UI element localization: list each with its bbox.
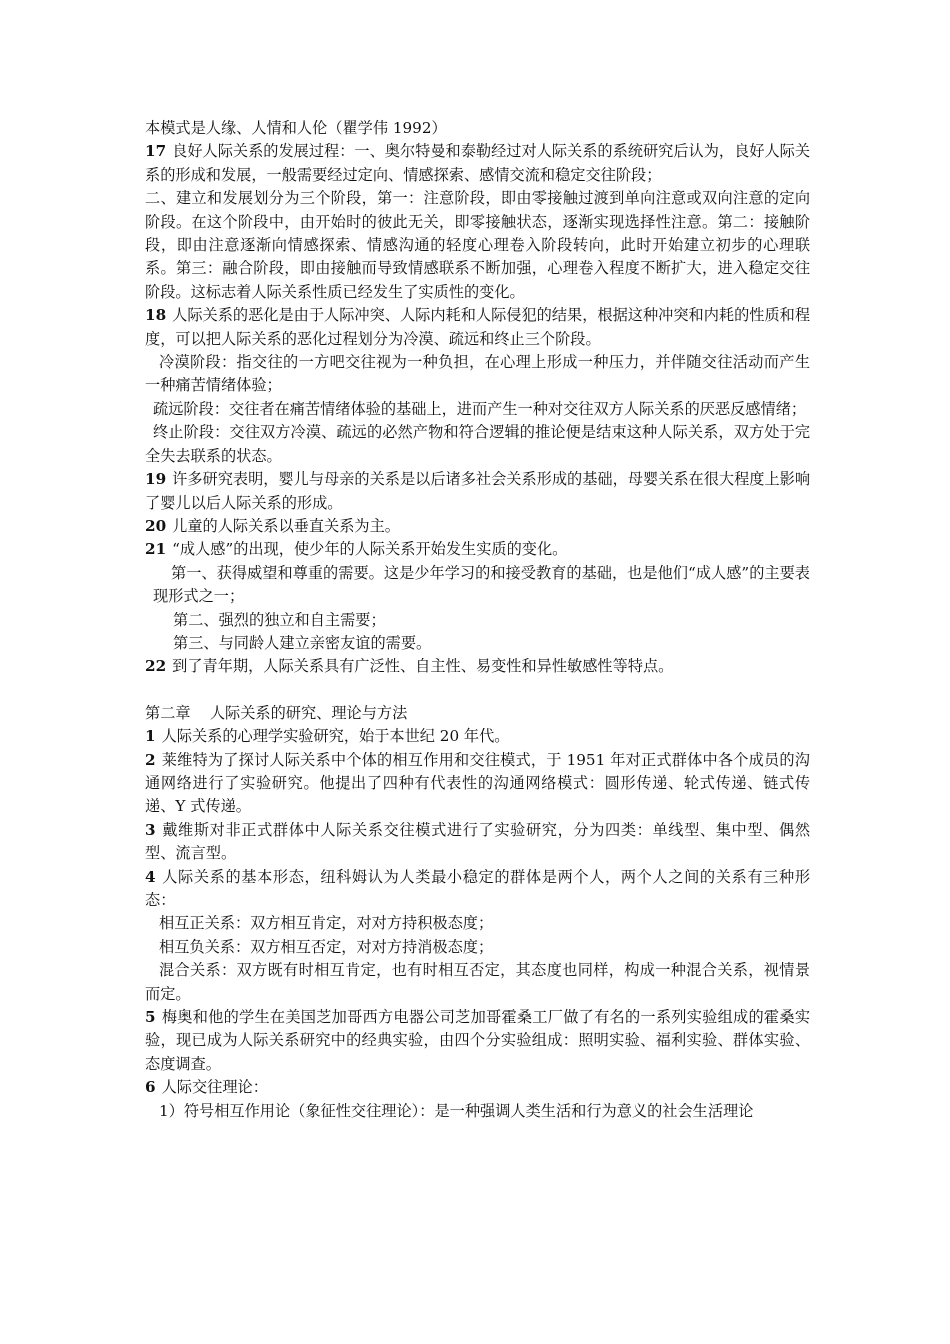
paragraph-text: 混合关系：双方既有时相互肯定，也有时相互否定，其态度也同样，构成一种混合关系，视情景而定。 [145,961,810,1003]
item-number: 4 [145,867,156,886]
numbered-item [145,538,810,561]
item-text: 儿童的人际关系以垂直关系为主。 [172,516,400,535]
paragraph-text: 疏远阶段：交往者在痛苦情绪体验的基础上，进而产生一种对交往双方人际关系的厌恶反感情绪； [153,399,807,418]
item-text: 人际关系的恶化是由于人际冲突、人际内耗和人际侵犯的结果，根据这种冲突和内耗的性质和程度，可以把人际关系的恶化过程划分为冷漠、疏远和终止三个阶段。 [145,306,811,348]
item-text: 人际关系的心理学实验研究，始于本世纪 20 年代。 [161,727,510,746]
item-text: 莱维特为了探讨人际关系中个体的相互作用和交往模式，于 1951 年对正式群体中各个成员的沟通网络进行了实验研究。他提出了四种有代表性的沟通网络模式：圆形传递、轮式传递、链式传递、Y 式传递。 [145,750,810,816]
paragraph [145,187,810,304]
document-page [145,117,810,1123]
item-text: 人际关系的基本形态，纽科姆认为人类最小稳定的群体是两个人，两个人之间的关系有三种形态： [145,867,810,909]
chapter-title [145,702,810,725]
numbered-item [145,1076,810,1099]
paragraph-text: 第三、与同龄人建立亲密友谊的需要。 [173,633,432,652]
item-text: 人际交往理论： [161,1078,268,1097]
item-number: 1 [145,727,156,746]
numbered-item [145,866,810,913]
item-number: 19 [145,470,167,489]
paragraph [145,562,810,609]
paragraph-text: 相互负关系：双方相互否定，对对方持消极态度； [159,937,494,956]
numbered-item [145,304,810,351]
spacer [145,679,810,702]
paragraph-text: 二、建立和发展划分为三个阶段，第一：注意阶段，即由零接触过渡到单向注意或双向注意的定向阶段。在这个阶段中，由开始时的彼此无关，即零接触状态，逐渐实现选择性注意。第二：接触阶段，即由注意逐渐向情感探索、情感沟通的轻度心理卷入阶段转向，此时开始建立初步的心理联系。第三：融合阶段，即由接触而导致情感联系不断加强，心理卷入程度不断扩大，进入稳定交往阶段。这标志着人际关系性质已经发生了实质性的变化。 [145,189,810,301]
numbered-item [145,140,810,187]
paragraph [145,632,810,655]
item-number: 6 [145,1078,156,1097]
paragraph [145,912,810,935]
numbered-item [145,515,810,538]
item-text: “成人感”的出现，使少年的人际关系开始发生实质的变化。 [172,540,568,559]
paragraph-text: 第一、获得威望和尊重的需要。这是少年学习的和接受教育的基础，也是他们“成人感”的主要表现形式之一； [153,563,810,606]
numbered-item [145,655,810,678]
paragraph-text: 终止阶段：交往双方冷漠、疏远的必然产物和符合逻辑的推论便是结束这种人际关系，双方处于完全失去联系的状态。 [145,423,810,465]
paragraph [145,351,810,398]
paragraph-text: 本模式是人缘、人情和人伦（瞿学伟 1992） [145,119,447,137]
item-number: 5 [145,1008,156,1027]
numbered-item [145,725,810,748]
item-text: 梅奥和他的学生在美国芝加哥西方电器公司芝加哥霍桑工厂做了有名的一系列实验组成的霍桑实验，现已成为人际关系研究中的经典实验，由四个分实验组成：照明实验、福利实验、群体实验、态度调查。 [145,1008,810,1073]
item-text: 良好人际关系的发展过程：一、奥尔特曼和泰勒经过对人际关系的系统研究后认为，良好人际关系的形成和发展，一般需要经过定向、情感探索、感情交流和稳定交往阶段； [145,142,811,184]
paragraph [145,117,810,140]
item-text: 戴维斯对非正式群体中人际关系交往模式进行了实验研究，分为四类：单线型、集中型、偶然型、流言型。 [145,820,810,863]
paragraph-text: 1）符号相互作用论（象征性交往理论）：是一种强调人类生活和行为意义的社会生活理论 [159,1101,754,1120]
item-number: 20 [145,516,167,535]
item-number: 22 [145,657,167,676]
numbered-item [145,749,810,819]
item-number: 18 [145,306,167,325]
numbered-item [145,468,810,515]
paragraph-text: 第二、强烈的独立和自主需要； [173,610,386,629]
paragraph [145,398,810,421]
paragraph [145,609,810,632]
chapter-title-text: 第二章 人际关系的研究、理论与方法 [145,703,408,722]
item-text: 到了青年期，人际关系具有广泛性、自主性、易变性和异性敏感性等特点。 [172,657,674,676]
item-text: 许多研究表明，婴儿与母亲的关系是以后诸多社会关系形成的基础，母婴关系在很大程度上影响了婴儿以后人际关系的形成。 [145,470,811,512]
paragraph-text: 相互正关系：双方相互肯定，对对方持积极态度； [159,914,494,933]
paragraph [145,936,810,959]
item-number: 17 [145,142,167,161]
paragraph [145,1100,810,1123]
paragraph [145,421,810,468]
paragraph-text: 冷漠阶段：指交往的一方吧交往视为一种负担，在心理上形成一种压力，并伴随交往活动而产生一种痛苦情绪体验； [145,353,810,395]
item-number: 3 [145,820,156,839]
numbered-item [145,819,810,866]
numbered-item [145,1006,810,1076]
paragraph [145,959,810,1006]
item-number: 2 [145,750,156,769]
item-number: 21 [145,540,167,559]
